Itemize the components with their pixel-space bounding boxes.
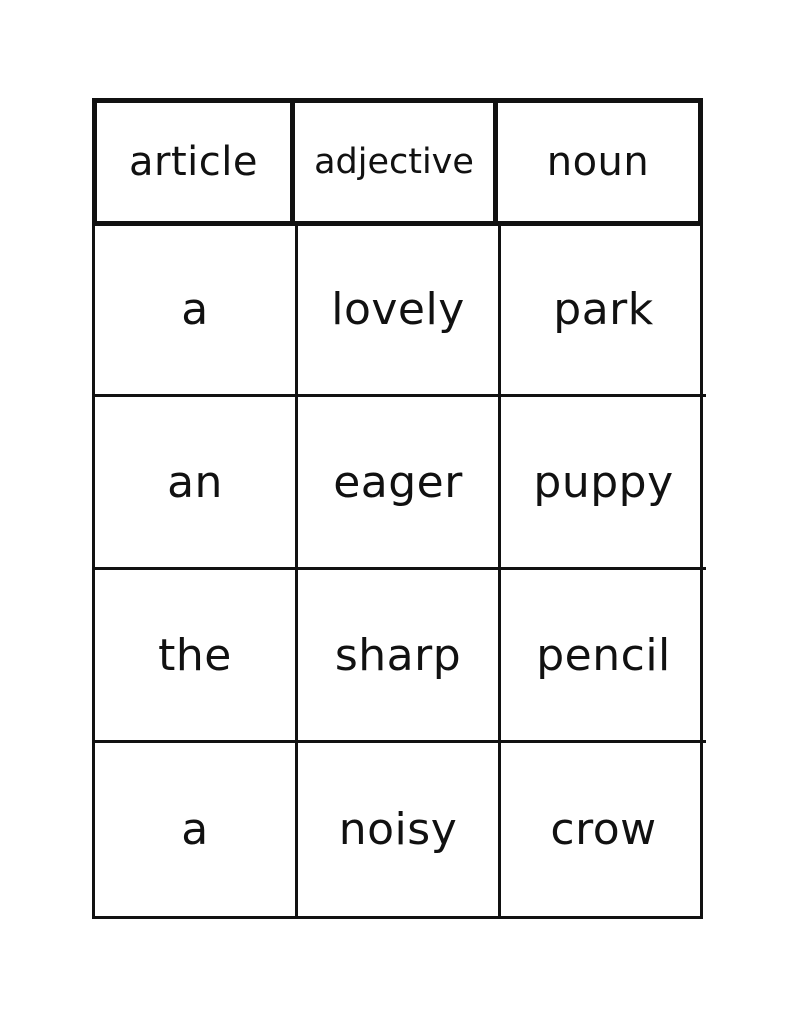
table-cell-article: the (95, 570, 298, 743)
table-cell-article: an (95, 397, 298, 570)
table-cell-article: a (95, 743, 298, 916)
table-body (92, 224, 703, 919)
table-cell-noun: puppy (501, 397, 706, 570)
table-cell-noun: park (501, 224, 706, 397)
header-article: article (92, 98, 295, 226)
table-header-row (92, 98, 703, 226)
table-cell-adjective: lovely (298, 224, 501, 397)
table-cell-article: a (95, 224, 298, 397)
header-adjective: adjective (295, 98, 498, 226)
table-cell-adjective: sharp (298, 570, 501, 743)
header-noun: noun (498, 98, 703, 226)
word-sort-table (92, 98, 703, 919)
table-cell-noun: pencil (501, 570, 706, 743)
table-cell-adjective: noisy (298, 743, 501, 916)
table-cell-noun: crow (550, 804, 657, 855)
table-cell-adjective: eager (298, 397, 501, 570)
